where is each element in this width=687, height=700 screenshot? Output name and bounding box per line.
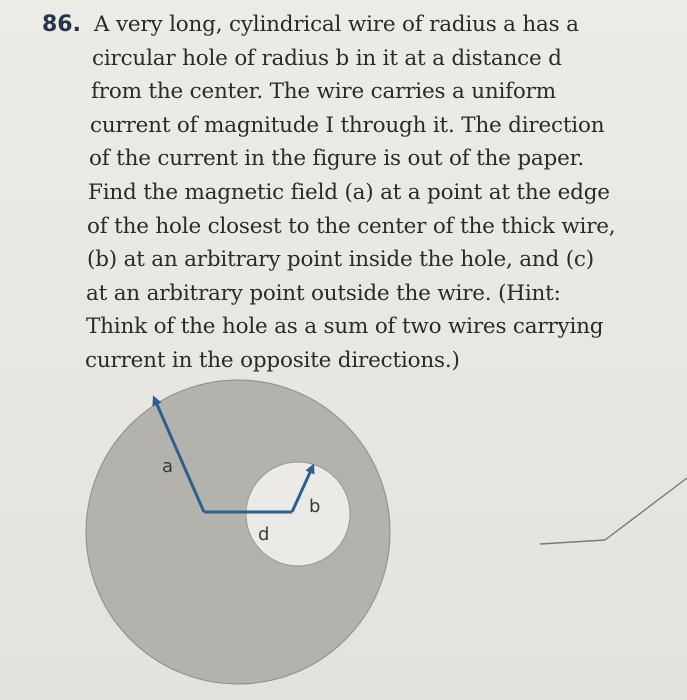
- problem-line: circular hole of radius b in it at a distance d: [92, 45, 562, 71]
- problem-line: at an arbitrary point outside the wire. (Hint:: [86, 280, 561, 306]
- problem-line: current of magnitude I through it. The direction: [90, 112, 605, 138]
- label-a: a: [162, 456, 174, 477]
- label-b: b: [309, 496, 321, 517]
- problem-line: Think of the hole as a sum of two wires carrying: [86, 314, 604, 340]
- problem-line: (b) at an arbitrary point inside the hole, and (c): [87, 247, 594, 273]
- stray-line: [605, 478, 687, 540]
- problem-number: 86.: [42, 12, 81, 37]
- label-d: d: [258, 524, 270, 545]
- problem-line: Find the magnetic field (a) at a point at the edge: [88, 179, 610, 205]
- hole-cross-section: [246, 462, 350, 566]
- problem-line: from the center. The wire carries a uniform: [91, 79, 556, 105]
- problem-line: of the hole closest to the center of the thick wire,: [87, 213, 616, 239]
- problem-line: A very long, cylindrical wire of radius a has a: [94, 12, 579, 37]
- problem-line: of the current in the figure is out of the paper.: [89, 146, 584, 172]
- problem-line: current in the opposite directions.): [85, 347, 460, 373]
- stray-line: [540, 540, 605, 544]
